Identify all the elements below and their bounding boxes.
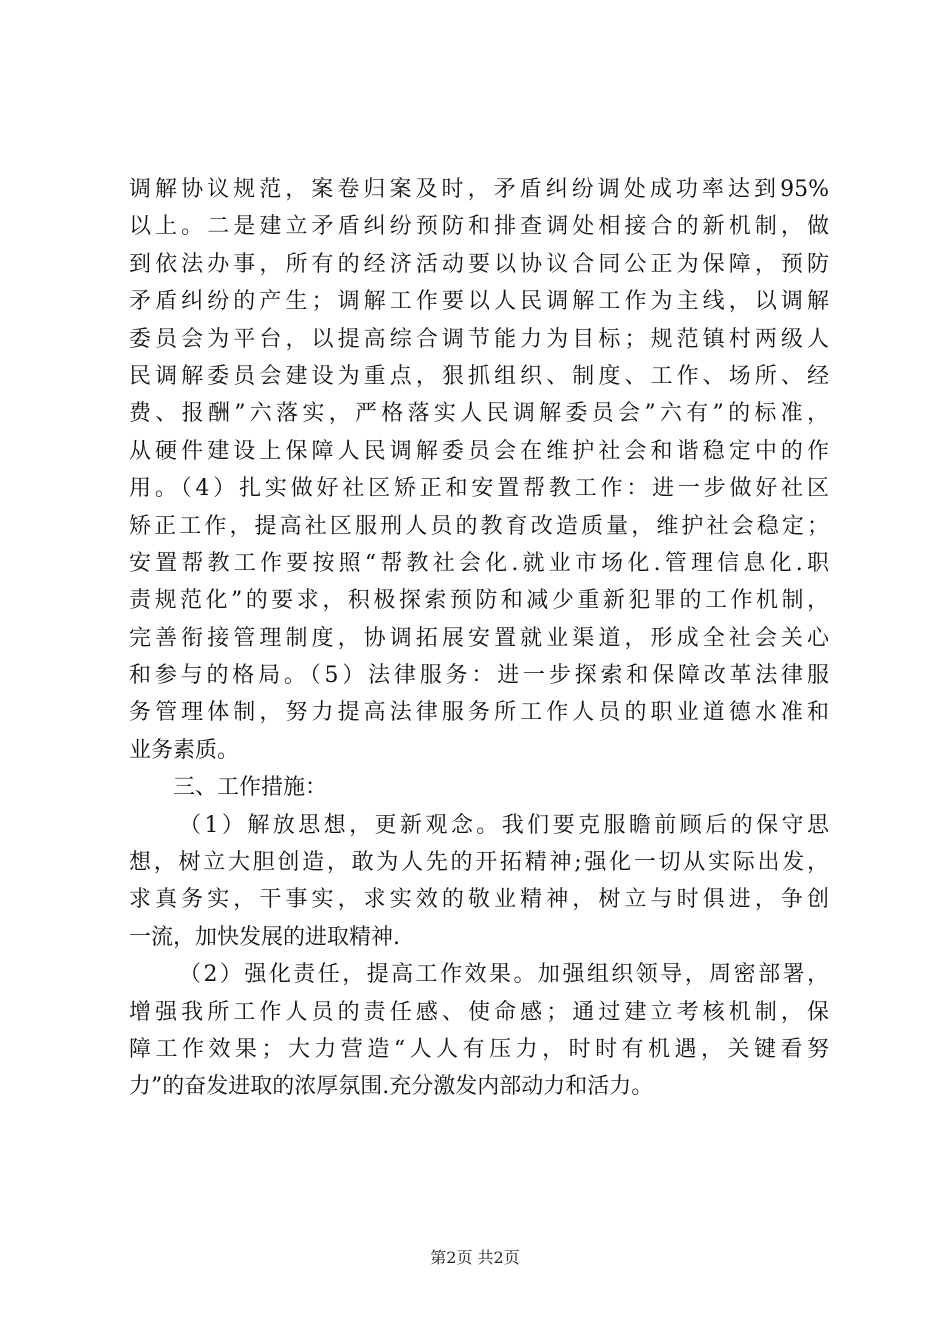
body-line: 一流，加快发展的进取精神. — [129, 924, 400, 950]
body-line: 障工作效果；大力营造“人人有压力，时时有机遇，关键看努 — [129, 1036, 829, 1062]
body-line: 完善衔接管理制度，协调拓展安置就业渠道，形成全社会关心 — [129, 625, 829, 651]
body-line: 和参与的格局。（5）法律服务：进一步探索和保障改革法律服 — [129, 663, 829, 689]
body-line: 求真务实，干事实，求实效的敬业精神，树立与时俱进，争创 — [129, 887, 829, 913]
section-heading: 三、工作措施： — [173, 775, 328, 801]
body-line: 务管理体制，努力提高法律服务所工作人员的职业道德水准和 — [129, 700, 829, 726]
body-line: 委员会为平台，以提高综合调节能力为目标；规范镇村两级人 — [129, 326, 829, 352]
body-line: 到依法办事，所有的经济活动要以协议合同公正为保障，预防 — [129, 251, 829, 277]
body-line: 责规范化”的要求，积极探索预防和减少重新犯罪的工作机制， — [129, 588, 829, 614]
body-line: 想，树立大胆创造，敢为人先的开拓精神;强化一切从实际出发， — [129, 850, 829, 876]
page-number-footer: 第2页 共2页 — [430, 1248, 520, 1267]
body-line: 以上。二是建立矛盾纠纷预防和排查调处相接合的新机制，做 — [129, 214, 829, 240]
body-line: 从硬件建设上保障人民调解委员会在维护社会和谐稳定中的作 — [129, 438, 829, 464]
body-line: 民调解委员会建设为重点，狠抓组织、制度、工作、场所、经 — [129, 363, 829, 389]
body-line: 业务素质。 — [129, 737, 240, 763]
body-line: 费、报酬”六落实，严格落实人民调解委员会”六有”的标准， — [129, 401, 829, 427]
body-line: 增强我所工作人员的责任感、使命感；通过建立考核机制，保 — [129, 999, 829, 1025]
body-line: 用。（4）扎实做好社区矫正和安置帮教工作：进一步做好社区 — [129, 476, 829, 502]
body-line: 力”的奋发进取的浓厚氛围.充分激发内部动力和活力。 — [129, 1074, 654, 1100]
body-line: 矫正工作，提高社区服刑人员的教育改造质量，维护社会稳定； — [129, 513, 829, 539]
document-body — [129, 171, 829, 1106]
body-line: 调解协议规范，案卷归案及时，矛盾纠纷调处成功率达到95% — [129, 177, 829, 202]
body-line: （2）强化责任，提高工作效果。加强组织领导，周密部署， — [179, 962, 829, 988]
body-line: 矛盾纠纷的产生；调解工作要以人民调解工作为主线，以调解 — [129, 289, 829, 315]
body-line: 安置帮教工作要按照“帮教社会化.就业市场化.管理信息化.职 — [129, 550, 829, 576]
body-line: （1）解放思想，更新观念。我们要克服瞻前顾后的保守思 — [179, 812, 829, 838]
